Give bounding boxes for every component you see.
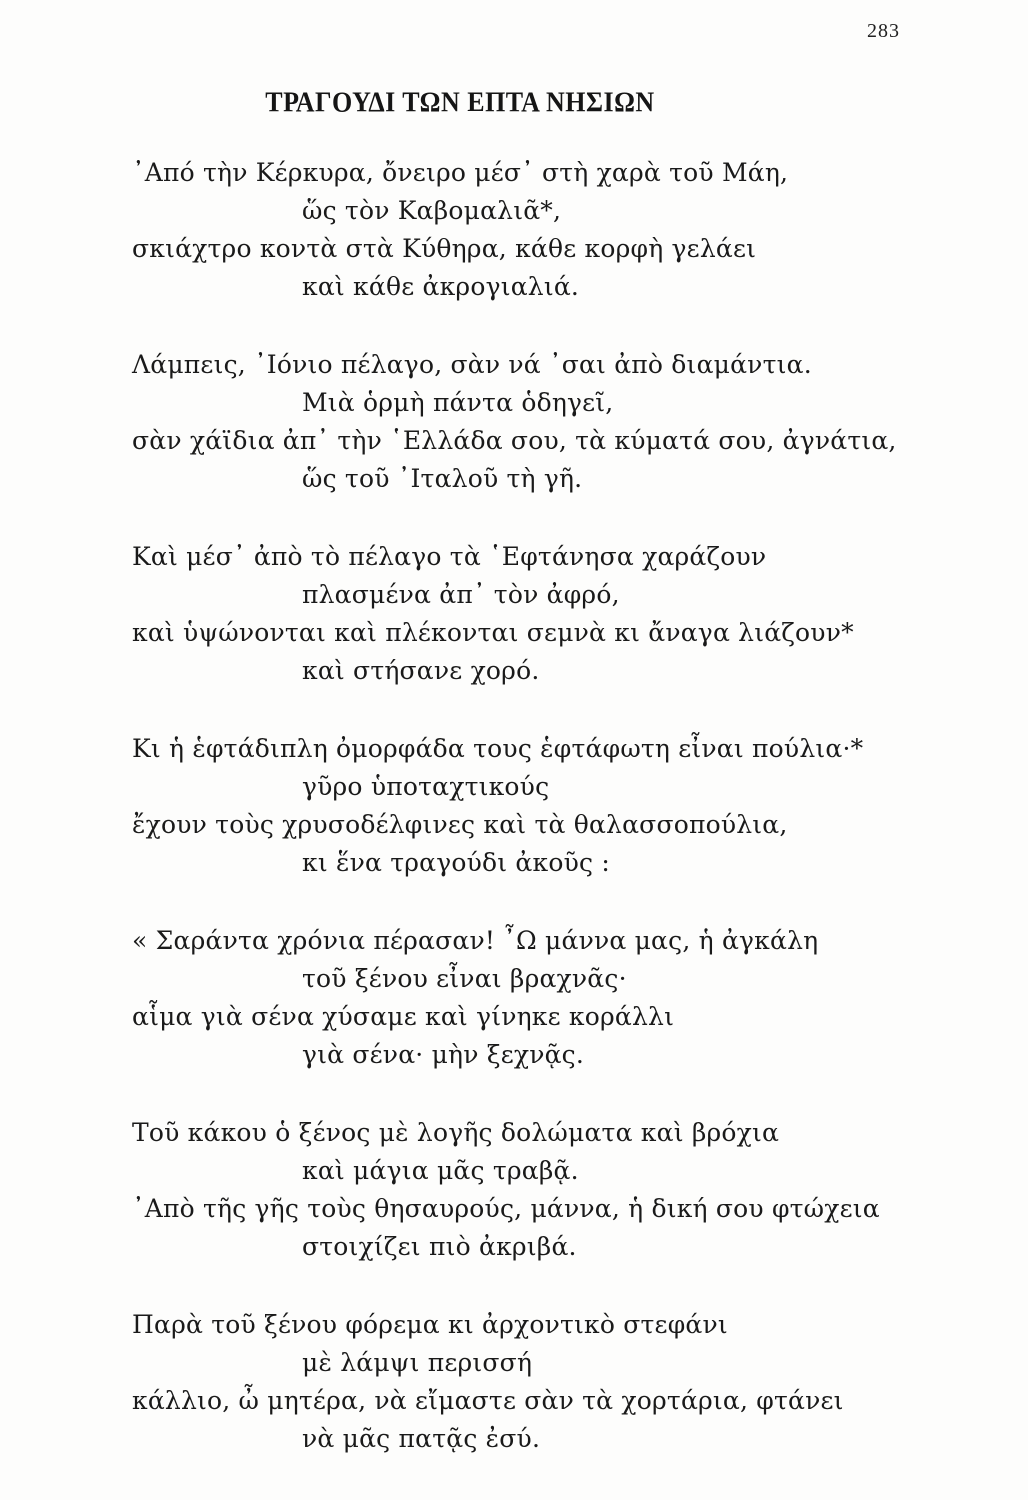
stanza-1 — [130, 154, 930, 306]
stanza-5 — [130, 922, 930, 1074]
verse-line: κι ἕνα τραγούδι ἀκοῦς : — [302, 848, 610, 877]
stanza-4 — [130, 730, 930, 882]
verse-line: σὰν χάϊδια ἀπ᾿ τὴν ῾Ελλάδα σου, τὰ κύματά σου, ἀγνάτια, — [132, 426, 897, 455]
verse-line: ᾿Από τὴν Κέρκυρα, ὄνειρο μέσ᾿ στὴ χαρὰ τοῦ Μάη, — [132, 158, 789, 187]
verse-line: Μιὰ ὁρμὴ πάντα ὁδηγεῖ, — [302, 388, 614, 417]
verse-line: ὥς τοῦ ᾿Ιταλοῦ τὴ γῆ. — [302, 464, 583, 493]
verse-line: Τοῦ κάκου ὁ ξένος μὲ λογῆς δολώματα καὶ βρόχια — [132, 1118, 780, 1147]
verse-line: σκιάχτρο κοντὰ στὰ Κύθηρα, κάθε κορφὴ γελάει — [132, 234, 757, 263]
page-number: 283 — [867, 20, 900, 42]
verse-line: μὲ λάμψι περισσή — [302, 1348, 533, 1377]
verse-line: ᾿Απὸ τῆς γῆς τοὺς θησαυρούς, μάννα, ἡ δική σου φτώχεια — [132, 1194, 880, 1223]
verse-line: αἷμα γιὰ σένα χύσαμε καὶ γίνηκε κοράλλι — [132, 1002, 675, 1031]
verse-line: καὶ κάθε ἀκρογιαλιά. — [302, 272, 580, 301]
stanza-6 — [130, 1114, 930, 1266]
verse-line: στοιχίζει πιὸ ἀκριβά. — [302, 1232, 577, 1261]
verse-line: « Σαράντα χρόνια πέρασαν! ῏Ω μάννα μας, ἡ ἀγκάλη — [132, 926, 819, 955]
verse-line: Καὶ μέσ᾿ ἀπὸ τὸ πέλαγο τὰ ῾Εφτάνησα χαράζουν — [132, 542, 767, 571]
verse-line: τοῦ ξένου εἶναι βραχνᾶς· — [302, 964, 627, 993]
verse-line: κάλλιο, ὦ μητέρα, νὰ εἴμαστε σὰν τὰ χορτάρια, φτάνει — [132, 1386, 844, 1415]
verse-line: Λάμπεις, ᾿Ιόνιο πέλαγο, σὰν νά ᾿σαι ἀπὸ διαμάντια. — [132, 350, 812, 379]
stanza-3 — [130, 538, 930, 690]
verse-line: ὥς τὸν Καβομαλιᾶ*, — [302, 196, 562, 225]
verse-line: γιὰ σένα· μὴν ξεχνᾷς. — [302, 1040, 585, 1069]
verse-line: γῦρο ὑποταχτικούς — [302, 772, 550, 801]
verse-line: καὶ μάγια μᾶς τραβᾷ. — [302, 1156, 579, 1185]
stanza-2 — [130, 346, 930, 498]
verse-line: ἔχουν τοὺς χρυσοδέλφινες καὶ τὰ θαλασσοπούλια, — [132, 810, 788, 839]
poem-body — [130, 154, 930, 1498]
verse-line: Παρὰ τοῦ ξένου φόρεμα κι ἀρχοντικὸ στεφάνι — [132, 1310, 728, 1339]
verse-line: πλασμένα ἀπ᾿ τὸν ἀφρό, — [302, 580, 620, 609]
verse-line: Κι ἡ ἑφτάδιπλη ὀμορφάδα τους ἑφτάφωτη εἶναι πούλια·* — [132, 734, 864, 763]
verse-line: καὶ στήσανε χορό. — [302, 656, 540, 685]
verse-line: νὰ μᾶς πατᾷς ἐσύ. — [302, 1424, 541, 1453]
stanza-7 — [130, 1306, 930, 1458]
poem-title: ΤΡΑΓΟΥΔΙ ΤΩΝ ΕΠΤΑ ΝΗΣΙΩΝ — [265, 86, 655, 119]
verse-line: καὶ ὑψώνονται καὶ πλέκονται σεμνὰ κι ἄναγα λιάζουν* — [132, 618, 854, 647]
